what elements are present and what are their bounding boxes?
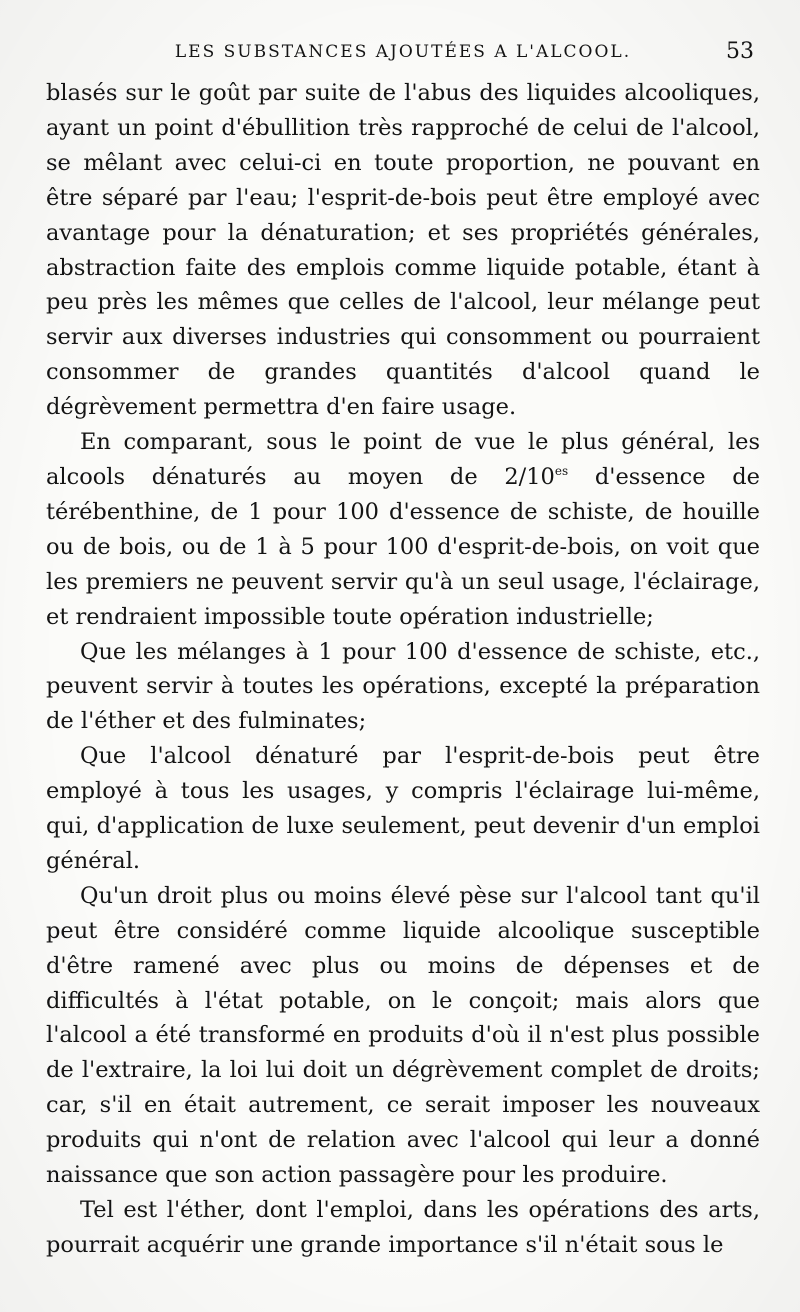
paragraph: Que les mélanges à 1 pour 100 d'essence de schiste, etc., peuvent servir à toutes les opérations, excepté la préparation de l'éther et des fulminates;	[46, 638, 760, 735]
paragraph: Qu'un droit plus ou moins élevé pèse sur l'alcool tant qu'il peut être considéré comme liquide alcoolique susceptible d'être ramené avec plus ou moins de dépenses et de difficultés à l'état potable, on le conçoit; mais alors que l'alcool a été transformé en produits d'où il n'est plus possible de l'extraire, la loi lui doit un dégrèvement complet de droits; car, s'il en était autrement, ce serait imposer les nouveaux produits qui n'ont de relation avec l'alcool qui leur a donné naissance que son action passagère pour les produire.	[46, 882, 760, 1189]
running-title: LES SUBSTANCES AJOUTÉES A L'ALCOOL.	[174, 42, 632, 62]
paragraph	[46, 425, 760, 634]
page-number: 53	[726, 39, 754, 64]
paragraph: Tel est l'éther, dont l'emploi, dans les opérations des arts, pourrait acquérir une grande importance s'il n'était sous le	[46, 1197, 760, 1258]
superscript: es	[554, 463, 569, 478]
paragraph-text: En comparant, sous le point de vue le plus général, les alcools dénaturés au moyen de 2/10	[46, 429, 760, 490]
paragraph: blasés sur le goût par suite de l'abus des liquides alcooliques, ayant un point d'ébullition très rapproché de celui de l'alcool, se mêlant avec celui-ci en toute proportion, ne pouvant en être séparé par l'eau; l'esprit-de-bois peut être employé avec avantage pour la dénaturation; et ses propriétés générales, abstraction faite des emplois comme liquide potable, étant à peu près les mêmes que celles de l'alcool, leur mélange peut servir aux diverses industries qui consomment ou pourraient consommer de grandes quantités d'alcool quand le dégrèvement permettra d'en faire usage.	[46, 80, 760, 421]
paragraph-text: d'essence de térébenthine, de 1 pour 100 d'essence de schiste, de houille ou de bois, ou de 1 à 5 pour 100 d'esprit-de-bois, on voit que les premiers ne peuvent servir qu'à un seul usage, l'éclairage, et rendraient impossible toute opération industrielle;	[46, 463, 760, 630]
running-head	[46, 32, 760, 72]
body-text	[46, 76, 760, 1263]
paragraph: Que l'alcool dénaturé par l'esprit-de-bois peut être employé à tous les usages, y compris l'éclairage lui-même, qui, d'application de luxe seulement, peut devenir d'un emploi général.	[46, 743, 760, 874]
